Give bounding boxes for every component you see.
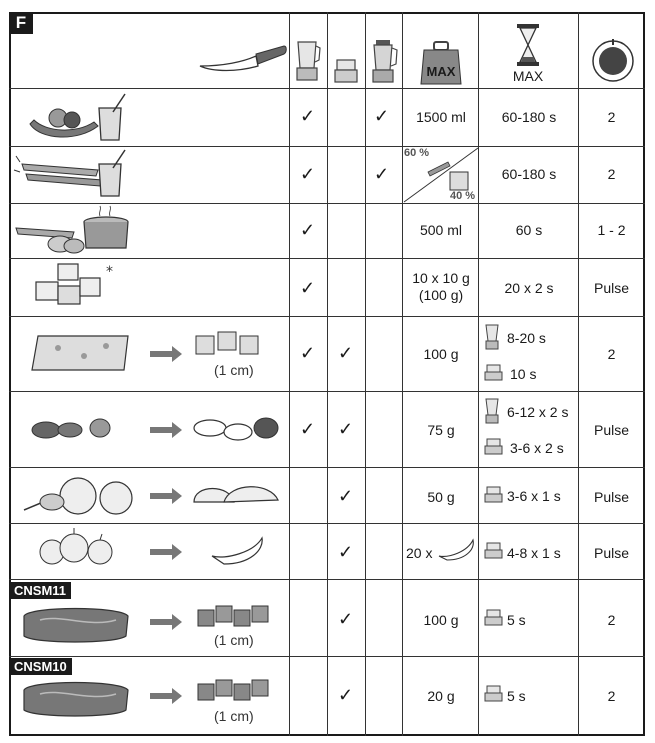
garlic-icon [30,530,130,570]
speed-dial-icon [591,39,635,83]
time-value: 20 x 2 s [504,280,554,296]
garlic-clove-icon [210,536,266,564]
speed-value: 2 [607,166,616,182]
speed-value: Pulse [593,280,630,296]
garlic-clove-icon [437,538,475,562]
arrow-icon [150,488,184,504]
weight-icon [420,40,462,86]
arrow-icon [150,614,184,630]
time-value: 10 s [510,366,537,382]
ratio-bottom-label: 40 % [450,190,476,202]
knife-icon [198,42,288,74]
check-mark: ✓ [374,164,390,184]
jug-blender-icon [368,40,400,86]
blender-jug-icon [484,398,502,426]
row-divider [9,656,645,657]
quantity-value: 1500 ml [416,109,466,125]
time-value: 4-8 x 1 s [507,545,561,561]
meat-icon [20,680,132,718]
hourglass-icon [513,24,543,68]
time-value: 3-6 x 2 s [510,440,564,456]
mini-chopper-icon [484,685,504,703]
diced-meat-icon [196,676,272,706]
arrow-icon [150,346,184,362]
time-value: 3-6 x 1 s [507,488,561,504]
model-label: CNSM10 [9,658,72,675]
time-value: 60-180 s [501,109,557,125]
check-mark: ✓ [300,343,316,363]
column-divider [478,12,479,736]
svg-text:*: * [106,264,113,280]
time-value: 60 s [515,222,543,238]
speed-value: 2 [607,612,616,628]
arrow-icon [150,422,184,438]
row-divider [9,316,645,317]
check-mark: ✓ [374,106,390,126]
check-mark: ✓ [300,106,316,126]
time-value: 5 s [507,612,526,628]
column-divider [289,12,290,736]
quantity-value: 100 g [423,612,459,628]
column-divider [365,12,366,736]
max-time-label: MAX [512,68,544,84]
arrow-icon [150,544,184,560]
check-mark: ✓ [300,419,316,439]
row-divider [9,258,645,259]
time-value: 6-12 x 2 s [507,404,569,420]
mini-chopper-icon [484,542,504,560]
quantity-value: 20 x [406,545,433,561]
row-divider [9,391,645,392]
diced-meat-icon [196,602,272,632]
speed-value: Pulse [593,422,630,438]
speed-value: Pulse [593,545,630,561]
pot-icon [80,204,132,254]
diced-cheese-icon [194,330,266,360]
glass-icon [95,94,135,144]
quantity-value: 20 g [427,688,455,704]
speed-value: 1 - 2 [597,222,626,238]
chopped-onion-icon [190,478,286,510]
check-mark: ✓ [338,486,354,506]
time-value: 60-180 s [501,166,557,182]
speed-value: 2 [607,109,616,125]
mini-chopper-icon [484,486,504,504]
cube-size-note: (1 cm) [214,632,254,648]
glass-icon [95,150,135,200]
check-mark: ✓ [300,164,316,184]
figure-label: F [9,12,33,34]
check-mark: ✓ [338,685,354,705]
mini-chopper-icon [333,58,359,86]
quantity-value: 75 g [427,422,455,438]
check-mark: ✓ [338,542,354,562]
onions-icon [18,474,138,520]
model-label: CNSM11 [9,582,71,599]
time-value: 8-20 s [507,330,546,346]
check-mark: ✓ [338,419,354,439]
max-weight-label: MAX [426,64,456,79]
cube-size-note: (1 cm) [214,708,254,724]
mini-chopper-icon [484,609,504,627]
meat-icon [20,606,132,644]
row-divider [9,579,645,580]
quantity-value: 100 g [423,346,459,362]
column-divider [578,12,579,736]
check-mark: ✓ [300,220,316,240]
quantity-value: 50 g [427,489,455,505]
time-value: 5 s [507,688,526,704]
cheese-icon [28,334,134,374]
row-divider [9,146,645,147]
mini-chopper-icon [484,438,504,456]
blender-jug-icon [294,40,322,86]
mini-chopper-icon [484,364,504,382]
quantity-value: 10 x 10 g (100 g) [412,270,470,303]
vegetables-icon [14,220,84,254]
row-divider [9,523,645,524]
cube-size-note: (1 cm) [214,362,254,378]
row-divider [9,467,645,468]
check-mark: ✓ [300,278,316,298]
chopped-nuts-icon [190,410,286,444]
column-divider [327,12,328,736]
ice-cubes-icon [30,262,120,308]
arrow-icon [150,688,184,704]
column-divider [402,12,403,736]
check-mark: ✓ [338,343,354,363]
check-mark: ✓ [338,609,354,629]
speed-value: 2 [607,346,616,362]
ratio-top-label: 60 % [404,147,430,159]
quantity-value: 500 ml [419,222,463,238]
blender-jug-icon [484,324,502,352]
row-divider [9,88,645,89]
speed-value: 2 [607,688,616,704]
nuts-icon [30,414,130,444]
speed-value: Pulse [593,489,630,505]
